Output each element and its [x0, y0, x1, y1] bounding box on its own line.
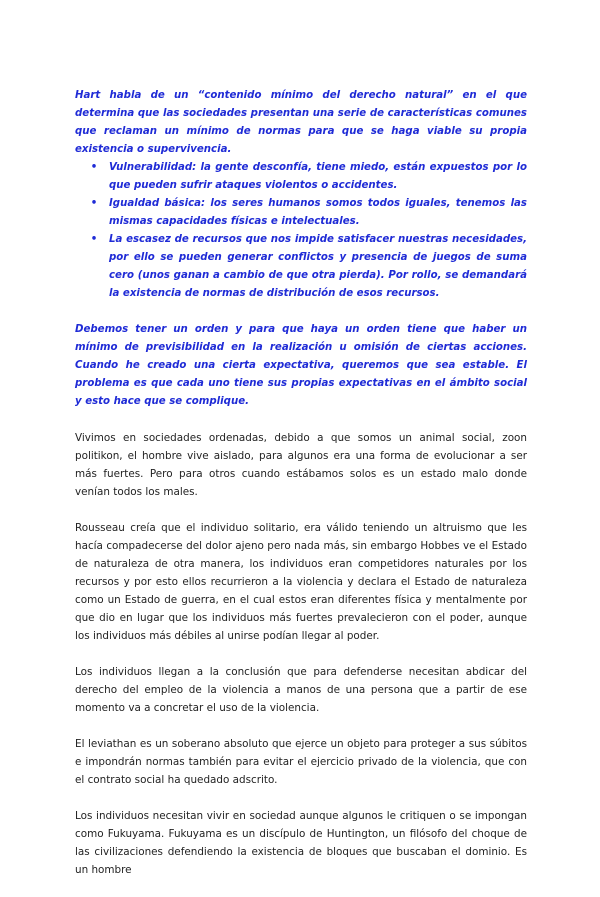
paragraph: Los individuos llegan a la conclusión que para defenderse necesitan abdicar del derecho del empleo de la violencia a manos de una persona que a partir de ese momento va a concretar el uso de la violencia.	[75, 666, 527, 714]
paragraph: Vivimos en sociedades ordenadas, debido a que somos un animal social, zoon politikon, el hombre vive aislado, para algunos era una forma de evolucionar a ser más fuertes. Pero para otros cuando estábamos solos es un estado malo donde venían todos los males.	[75, 432, 527, 498]
spacer	[75, 411, 527, 429]
list-item-text: La escasez de recursos que nos impide satisfacer nuestras necesidades, por ello se pueden generar conflictos y presencia de juegos de suma cero (unos ganan a cambio de que otra pierda). Por rollo, se demandará la existencia de normas de distribución de esos recursos.	[109, 234, 527, 299]
closing-paragraph: Debemos tener un orden y para que haya un orden tiene que haber un mínimo de previsibilidad en la realización u omisión de ciertas acciones. Cuando he creado una cierta expectativa, queremos que sea estable. El problema es que cada uno tiene sus propias expectativas en el ámbito social y esto hace que se complique.	[75, 324, 527, 407]
blue-highlighted-block	[75, 87, 527, 411]
document-body	[75, 87, 527, 897]
body-paragraphs	[75, 429, 527, 879]
list-item-text: Igualdad básica: los seres humanos somos todos iguales, tenemos las mismas capacidades físicas e intelectuales.	[109, 198, 527, 227]
list-item	[90, 159, 527, 195]
paragraph: Rousseau creía que el individuo solitario, era válido teniendo un altruismo que les hacía compadecerse del dolor ajeno pero nada más, sin embargo Hobbes ve el Estado de naturaleza de otra manera, los individuos eran competidores naturales por los recursos y por esto ellos recurrieron a la violencia y declara el Estado de naturaleza como un Estado de guerra, en el cual estos eran diferentes física y mentalmente por que dio en lugar que los individuos más fuertes prevalecieron con el poder, aunque los individuos más débiles al unirse podían llegar al poder.	[75, 522, 527, 642]
paragraph: Los individuos necesitan vivir en sociedad aunque algunos le critiquen o se impongan como Fukuyama. Fukuyama es un discípulo de Huntington, un filósofo del choque de las civilizaciones defendiendo la existencia de bloques que buscaban el dominio. Es un hombre	[75, 810, 527, 876]
list-item-text: Vulnerabilidad: la gente desconfía, tiene miedo, están expuestos por lo que pueden sufrir ataques violentos o accidentes.	[109, 162, 527, 191]
characteristics-list	[75, 159, 527, 303]
list-item	[90, 231, 527, 303]
bullet-icon: •	[90, 198, 98, 209]
list-item	[90, 195, 527, 231]
spacer	[75, 303, 527, 321]
intro-paragraph: Hart habla de un “contenido mínimo del derecho natural” en el que determina que las sociedades presentan una serie de características comunes que reclaman un mínimo de normas para que se haga viable su propia existencia o supervivencia.	[75, 90, 527, 155]
bullet-icon: •	[90, 234, 98, 245]
bullet-icon: •	[90, 162, 98, 173]
paragraph: El leviathan es un soberano absoluto que ejerce un objeto para proteger a sus súbitos e impondrán normas también para evitar el ejercicio privado de la violencia, que con el contrato social ha quedado adscrito.	[75, 738, 527, 786]
